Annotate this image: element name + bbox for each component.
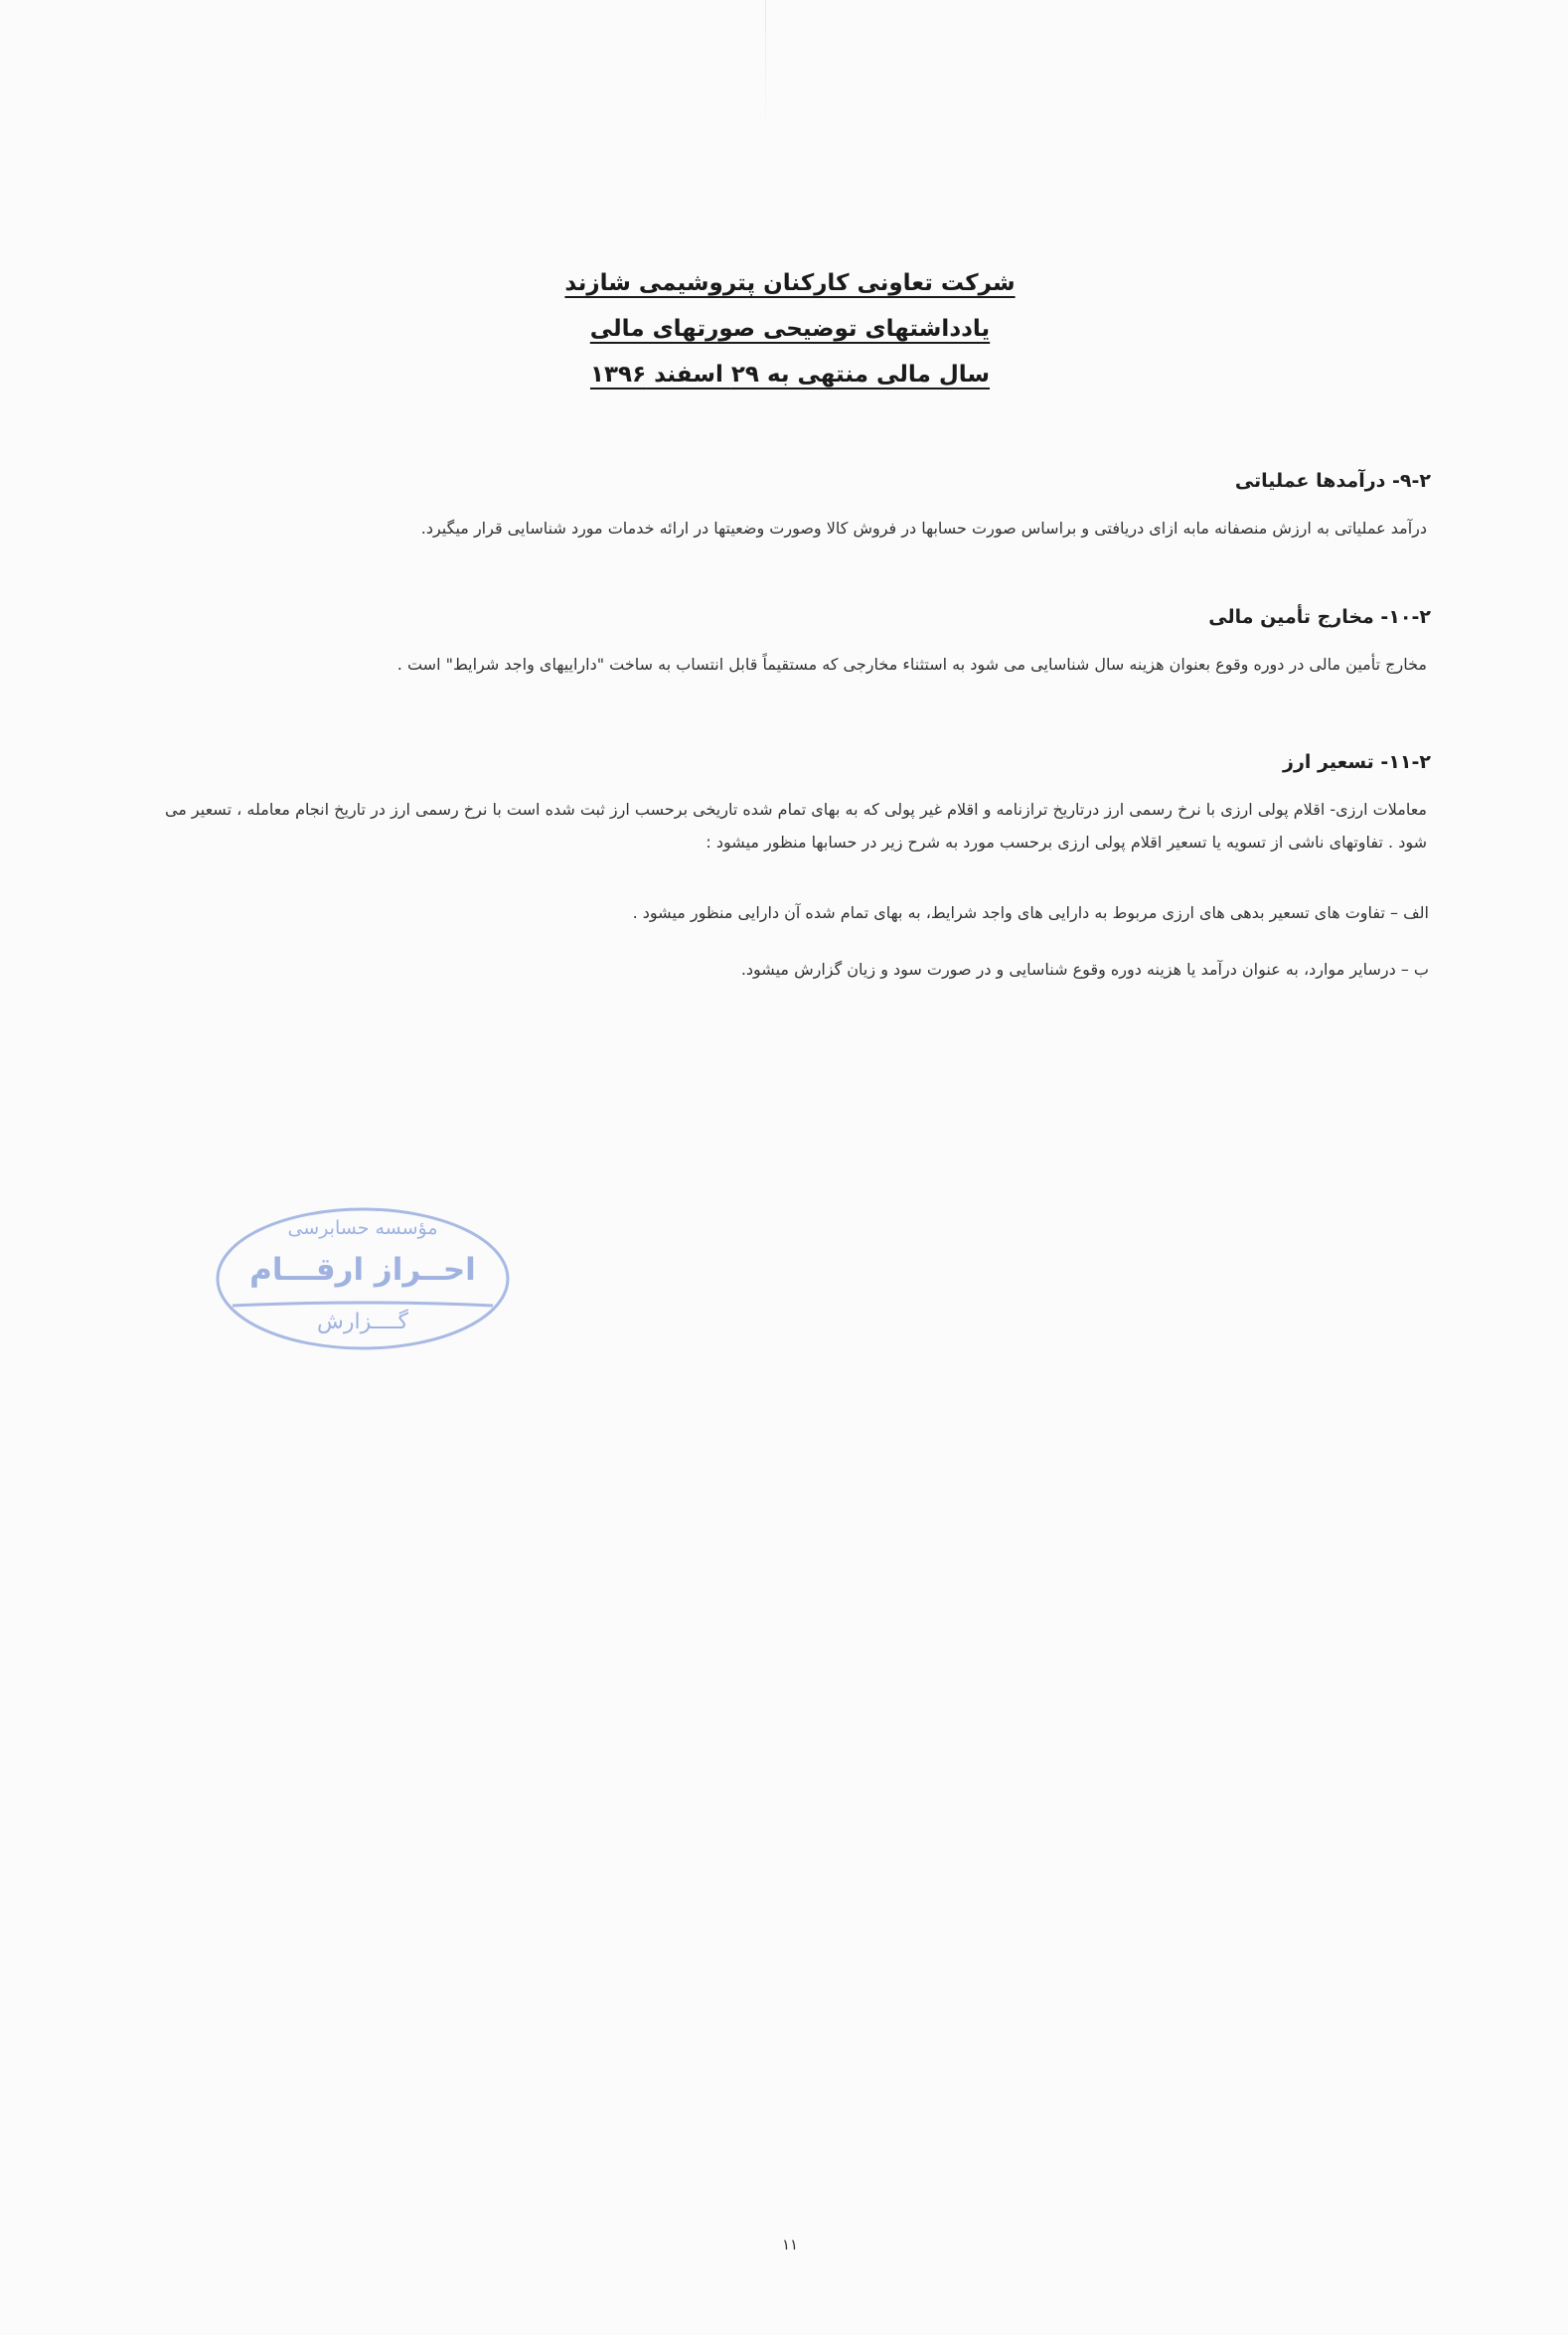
section-title: ۱۱-۲- تسعیر ارز xyxy=(1283,751,1431,773)
section-operating-revenue xyxy=(139,466,1431,545)
page-number: ۱۱ xyxy=(781,2236,799,2254)
audit-stamp xyxy=(215,1206,511,1351)
company-name: شرکت تعاونی کارکنان پتروشیمی شازند xyxy=(564,270,1016,296)
list-item-alef: الف – تفاوت های تسعیر بدهی های ارزی مربوط به دارایی های واجد شرایط، به بهای تمام شده آن دارایی منظور میشود . xyxy=(632,903,1429,922)
scan-fold-line xyxy=(765,0,766,139)
section-title: ۹-۲- درآمدها عملیاتی xyxy=(1234,470,1431,492)
section-financing-costs xyxy=(139,602,1431,681)
stamp-institute-text: مؤسسه حسابرسی xyxy=(287,1217,438,1239)
document-header xyxy=(0,260,1568,397)
section-body: مخارج تأمین مالی در دوره وقوع بعنوان هزینه سال شناسایی می شود به استثناء مخارجی که مستقیماً قابل انتساب به ساخت "داراییهای واجد شرایط" است . xyxy=(396,655,1427,674)
section-title: ۱۰-۲- مخارج تأمین مالی xyxy=(1208,606,1431,628)
fiscal-period: سال مالی منتهی به ۲۹ اسفند ۱۳۹۶ xyxy=(589,362,991,388)
stamp-firm-name: احــراز ارقـــام xyxy=(249,1252,476,1288)
section-currency-translation xyxy=(139,747,1431,858)
section-body: معاملات ارزی- اقلام پولی ارزی با نرخ رسمی ارز درتاریخ ترازنامه و اقلام غیر پولی که به بهای تمام شده تاریخی برحسب ارز ثبت شده است با نرخ رسمی ارز در تاریخ انجام معامله ، تسعیر می شود . تفاوتهای ناشی از تسویه یا تسعیر اقلام پولی ارزی برحسب مورد به شرح زیر در حسابها منظور میشود : xyxy=(164,800,1427,852)
stamp-report-text: گــــزارش xyxy=(317,1310,408,1334)
document-title: یادداشتهای توضیحی صورتهای مالی xyxy=(589,316,991,342)
section-body: درآمد عملیاتی به ارزش منصفانه مابه ازای دریافتی و براساس صورت حسابها در فروش کالا وصورت وضعیتها در ارائه خدمات مورد شناسایی قرار میگیرد. xyxy=(420,519,1427,538)
list-item-be: ب – درسایر موارد، به عنوان درآمد یا هزینه دوره وقوع شناسایی و در صورت سود و زیان گزارش میشود. xyxy=(740,960,1429,979)
